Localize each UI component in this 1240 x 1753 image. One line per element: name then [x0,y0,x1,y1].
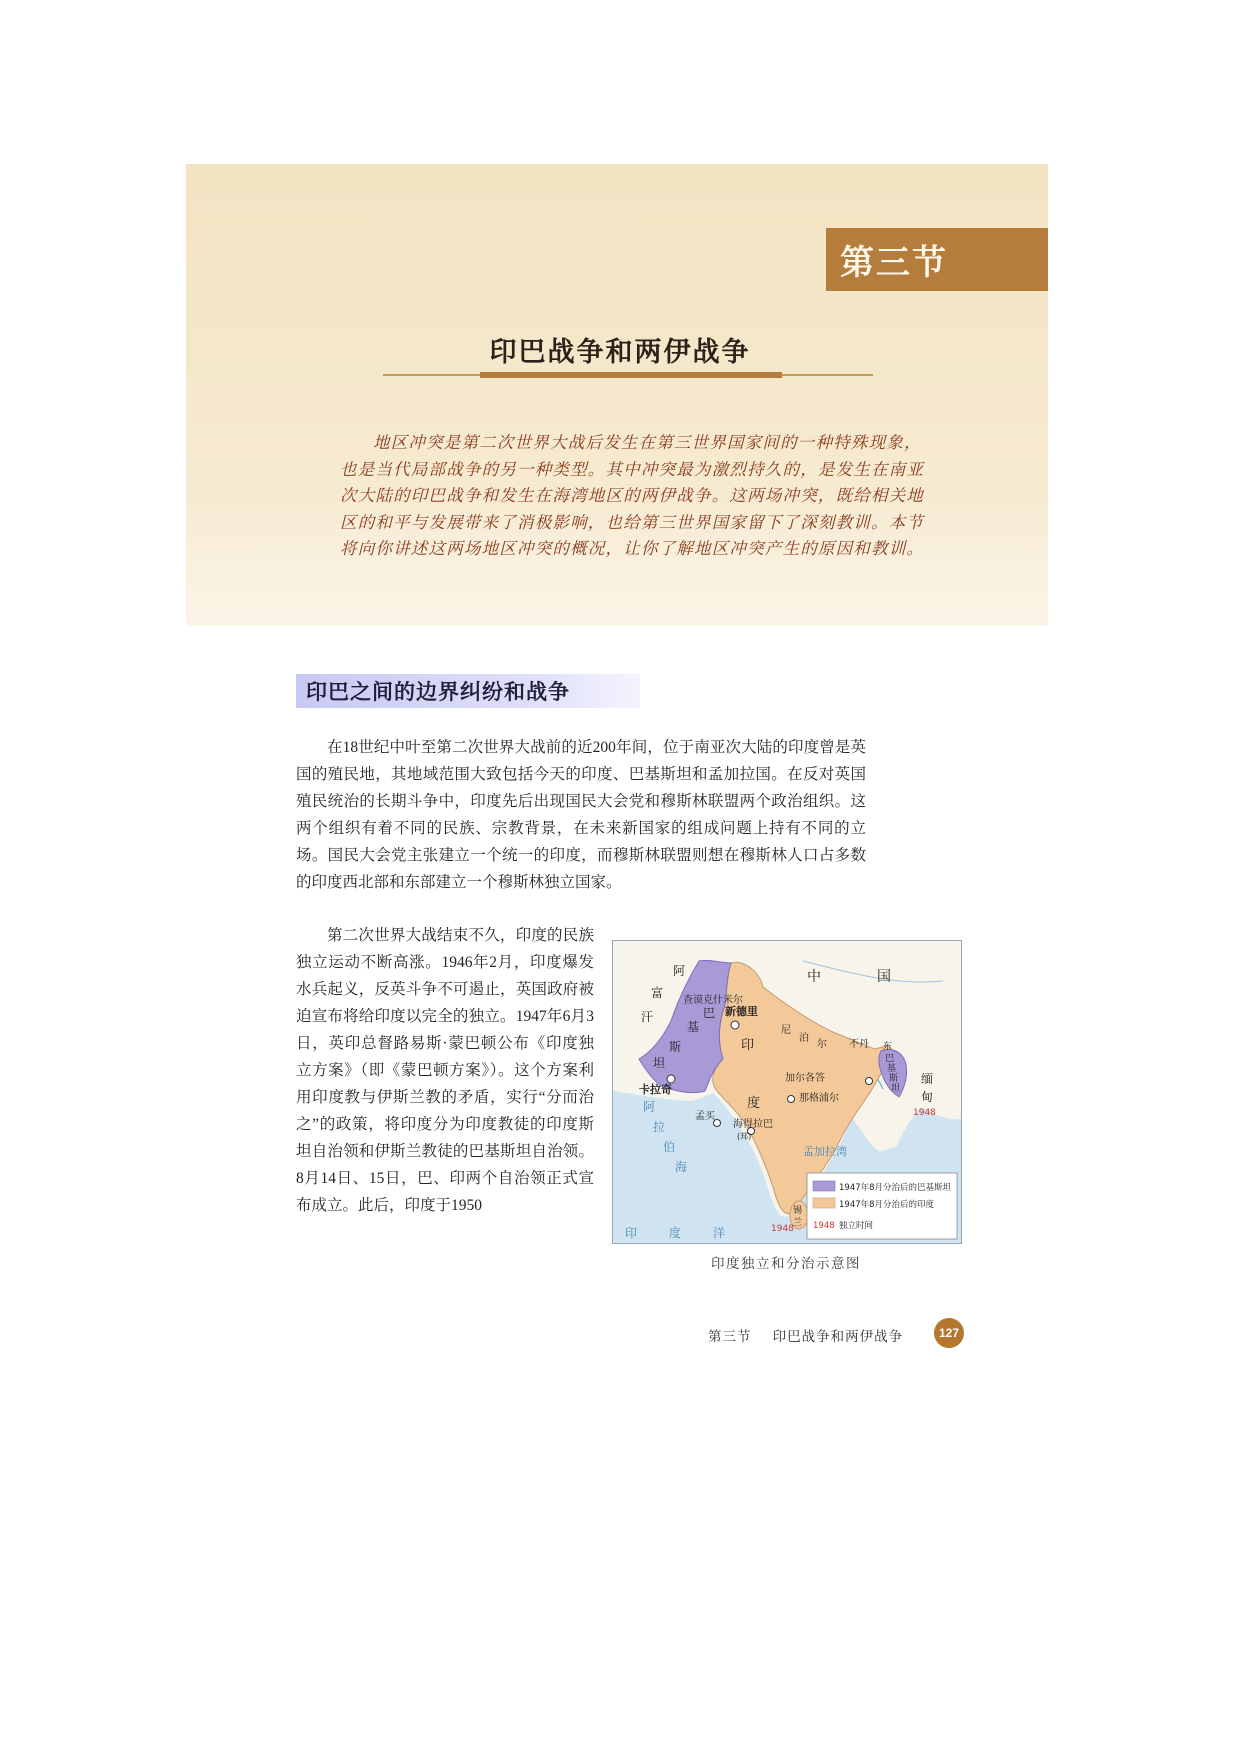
label-burma-1: 缅 [921,1072,934,1086]
label-afghan-1: 阿 [673,964,686,978]
label-afghan-3: 汗 [641,1010,654,1024]
body-paragraph-2: 第二次世界大战结束不久，印度的民族独立运动不断高涨。1946年2月，印度爆发水兵起义，反英斗争不可遏止，英国政府被迫宣布将给印度以完全的独立。1947年6月3日，英印总督路易斯·蒙巴顿公布《印度独立方案》（即《蒙巴顿方案》）。这个方案利用印度教与伊斯兰教的矛盾，实行“分而治之”的政策，将印度分为印度教徒的印度斯坦自治领和伊斯兰教徒的巴基斯坦自治领。8月14日、15日，巴、印两个自治领正式宣布成立。此后，印度于1950 [296,927,594,1214]
lesson-title: 印巴战争和两伊战争 [489,337,751,368]
label-east-pak-4: 斯 [889,1074,899,1084]
label-pak-1: 巴 [703,1006,716,1020]
label-karachi: 卡拉奇 [639,1083,672,1096]
label-nepal-2: 泊 [799,1033,809,1044]
body-paragraph-1: 在18世纪中叶至第二次世界大战前的近200年间，位于南亚次大陆的印度曾是英国的殖民地，其地域范围大致包括今天的印度、巴基斯坦和孟加拉国。在反对英国殖民统治的长期斗争中，印度先后出现国民大会党和穆斯林联盟两个政治组织。这两个组织有着不同的民族、宗教背景，在未来新国家的组成问题上持有不同的立场。国民大会党主张建立一个统一的印度，而穆斯林联盟则想在穆斯林人口占多数的印度西北部和东部建立一个穆斯林独立国家。 [296,739,866,891]
intro-paragraph: 地区冲突是第二次世界大战后发生在第三世界国家间的一种特殊现象，也是当代局部战争的另一种类型。其中冲突最为激烈持久的，是发生在南亚次大陆的印巴战争和发生在海湾地区的两伊战争。这两场冲突，既给相关地区的和平与发展带来了消极影响，也给第三世界国家留下了深刻教训。本节将向你讲述这两场地区冲突的概况，让你了解地区冲突产生的原因和教训。 [340,433,925,558]
map-graphic [613,941,961,1243]
label-nagpur: 那格浦尔 [799,1093,839,1104]
label-new-delhi: 新德里 [725,1005,758,1018]
label-hyderabad-2: (邦) [737,1132,752,1141]
legend-label-india: 1947年8月分治后的印度 [839,1200,935,1210]
label-burma-2: 甸 [921,1090,934,1104]
map-legend [807,1173,957,1239]
calcutta-marker [866,1078,873,1085]
label-china-2: 国 [877,969,891,985]
legend-year-sample: 1948 [813,1221,835,1231]
karachi-marker [667,1075,675,1083]
label-east-pak-5: 坦 [891,1084,901,1094]
map-caption: 印度独立和分治示意图 [711,1256,861,1272]
legend-label-independence: 独立时间 [839,1221,874,1231]
label-nepal-3: 尔 [817,1039,827,1050]
label-east-pak-1: 东 [883,1042,893,1052]
subsection-heading: 印巴之间的边界纠纷和战争 [296,674,640,708]
label-afghan-2: 富 [651,986,664,1000]
india-partition-map [612,940,962,1244]
label-pak-3: 斯 [669,1040,682,1054]
label-ceylon-year: 1948 [771,1224,794,1234]
label-ceylon-2: 兰 [793,1218,803,1228]
label-hyderabad-1: 海得拉巴 [733,1119,773,1130]
label-arabian-4: 海 [675,1160,688,1174]
label-arabian-3: 伯 [663,1140,676,1154]
label-pak-4: 坦 [653,1056,666,1070]
running-footer-title: 第三节 印巴战争和两伊战争 [708,1329,904,1345]
label-pak-2: 基 [687,1020,700,1034]
section-tab: 第三节 [826,228,1048,291]
label-arabian-1: 阿 [643,1100,656,1114]
label-india-1: 印 [741,1038,755,1053]
legend-label-pakistan: 1947年8月分治后的巴基斯坦 [839,1183,952,1193]
new-delhi-marker [731,1021,739,1029]
label-kashmir: 查谟克什米尔 [683,995,743,1006]
label-calcutta: 加尔各答 [785,1073,825,1084]
label-india-2: 度 [747,1096,761,1111]
label-nepal-1: 尼 [781,1025,791,1036]
label-burma-year: 1948 [913,1108,936,1118]
label-indian-ocean-1: 印 [625,1226,638,1240]
label-bhutan: 不丹 [849,1039,869,1050]
label-arabian-2: 拉 [653,1120,666,1134]
label-bombay: 孟买 [695,1111,715,1122]
legend-swatch-india [813,1198,835,1208]
nagpur-marker [788,1096,795,1103]
label-bay-bengal: 孟加拉湾 [803,1145,847,1158]
label-china-1: 中 [807,969,821,985]
label-east-pak-3: 基 [887,1064,897,1074]
label-ceylon-1: 锡 [793,1206,803,1216]
page-number-badge: 127 [934,1318,964,1348]
label-indian-ocean-3: 洋 [713,1226,726,1240]
legend-swatch-pakistan [813,1181,835,1191]
label-indian-ocean-2: 度 [669,1226,682,1240]
title-underline-accent [480,372,782,378]
label-east-pak-2: 巴 [885,1054,895,1064]
